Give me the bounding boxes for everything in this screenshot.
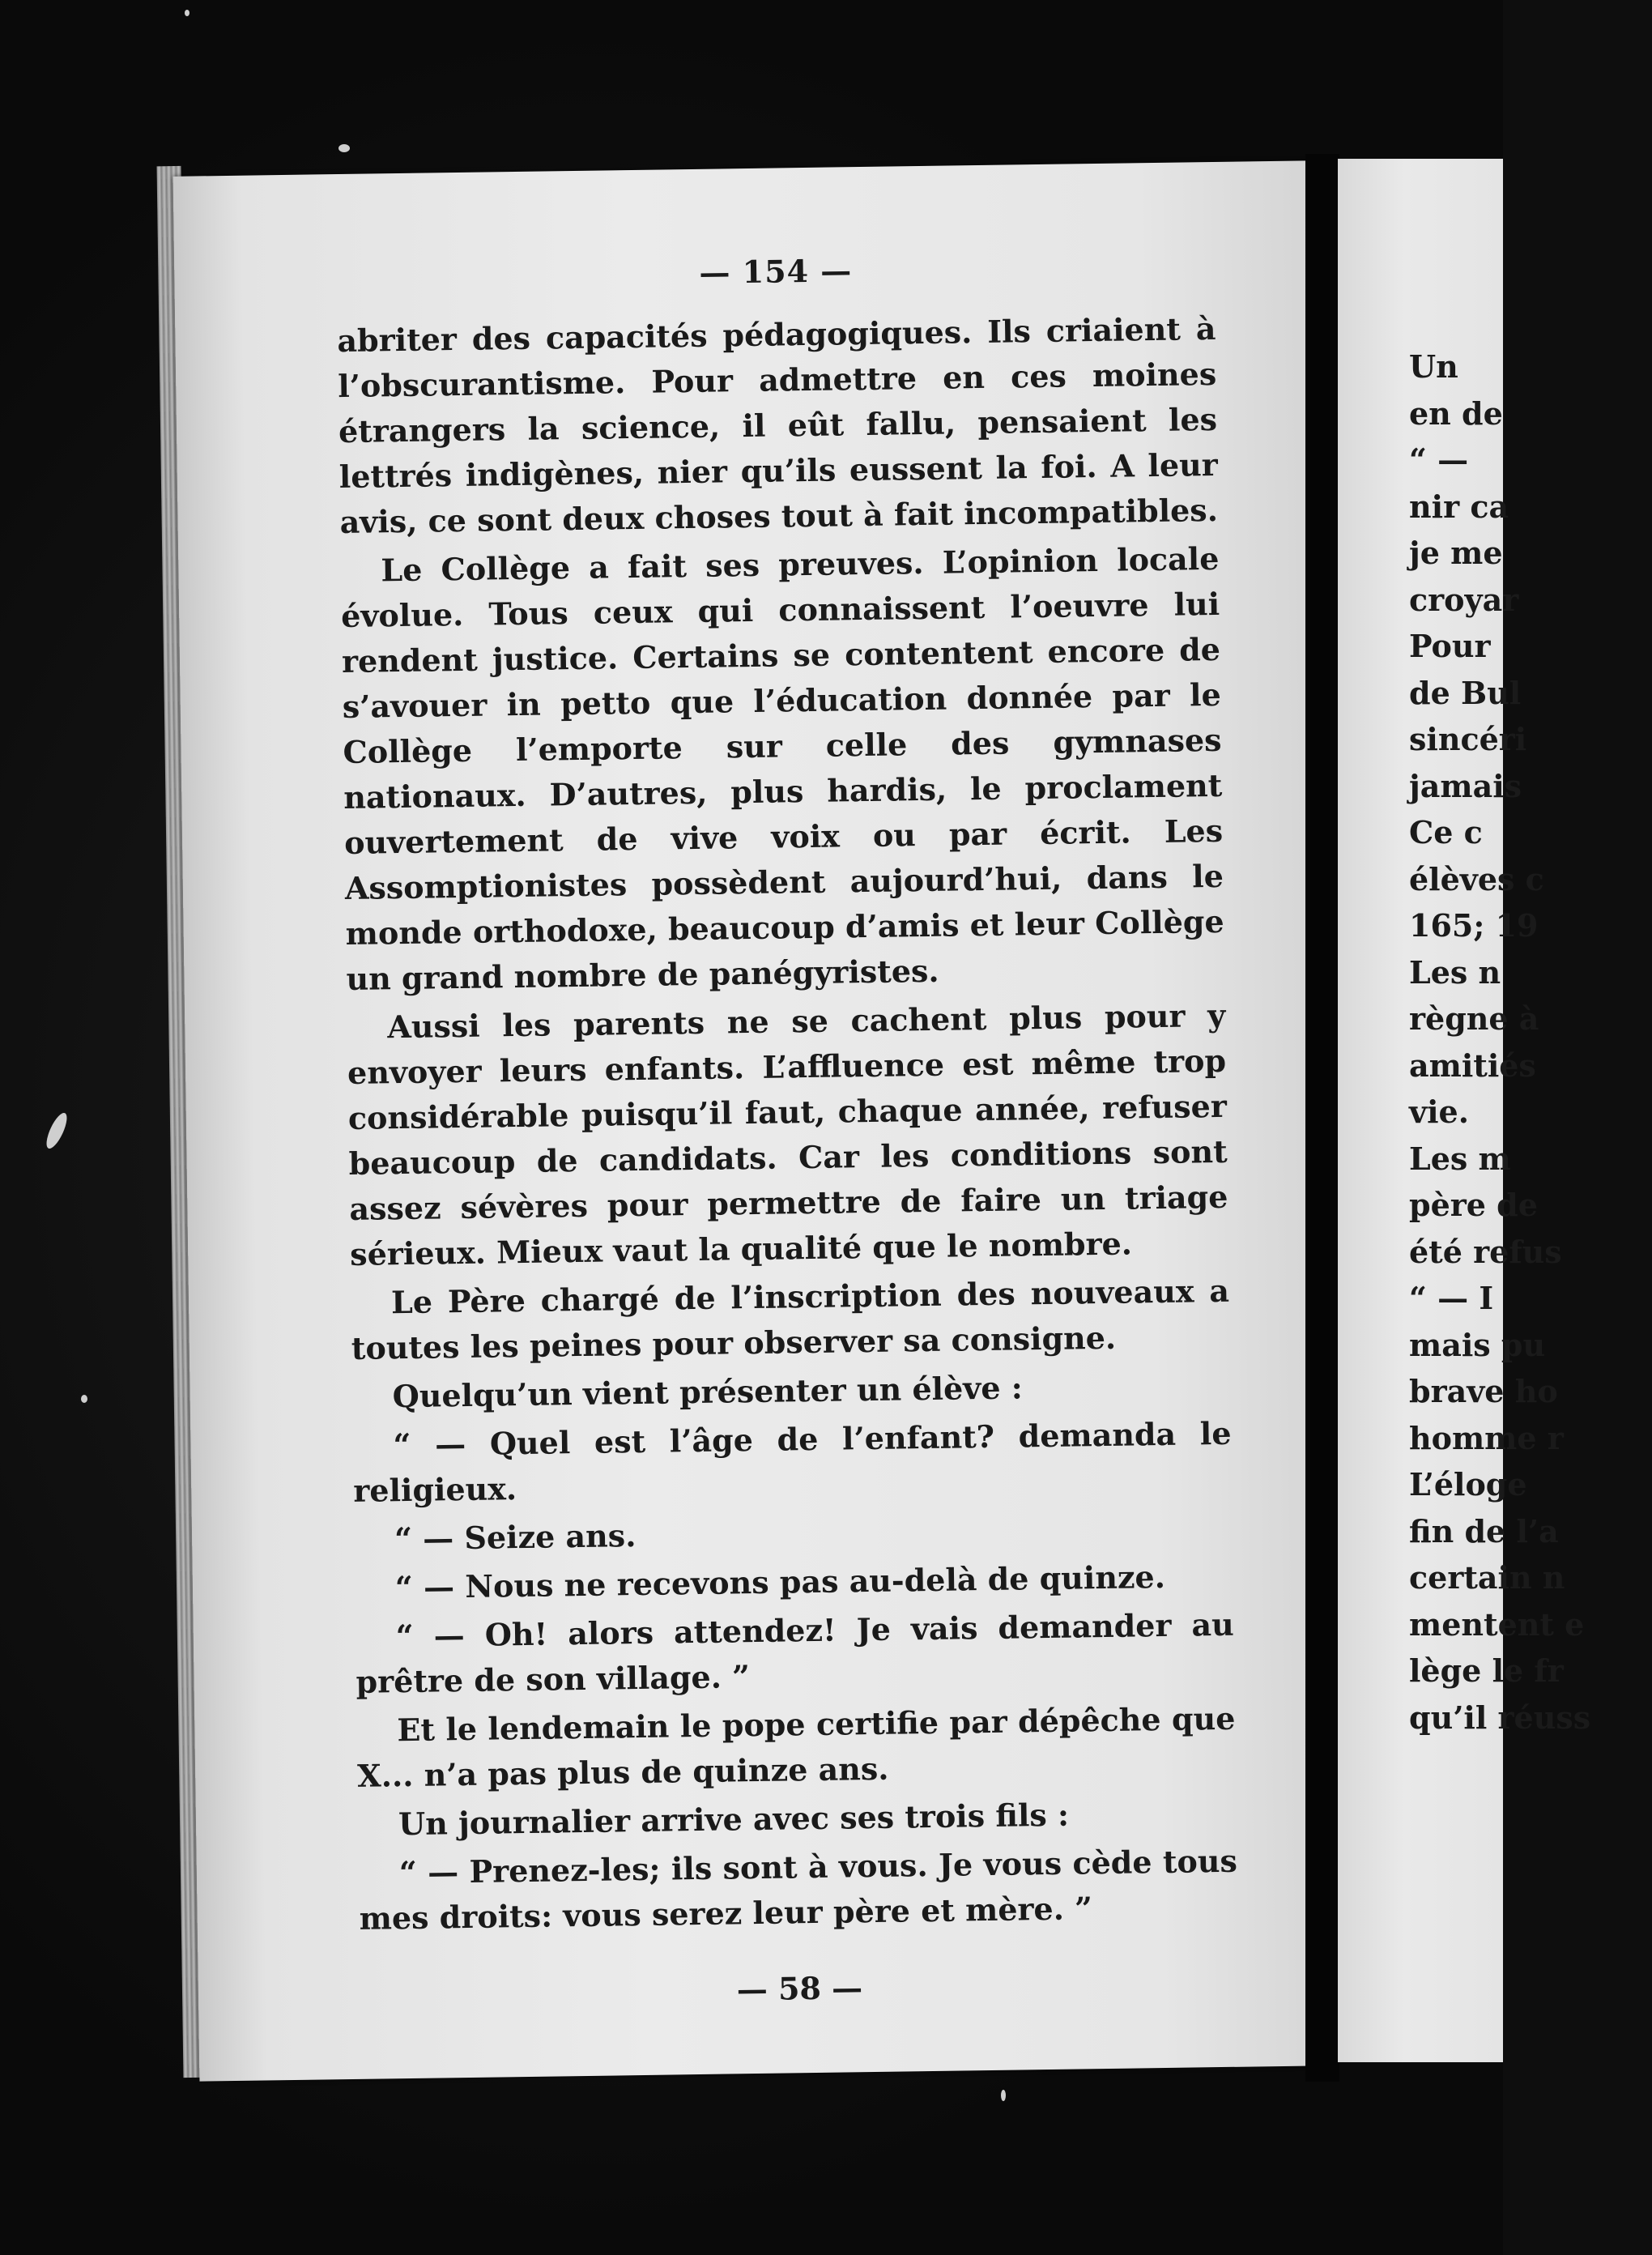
line-fragment: règne à	[1409, 1000, 1539, 1037]
paragraph: Aussi les parents ne se cachent plus pour y envoyer leurs enfants. L’affluence est même trop considérable puisqu’il faut, chaque année, refuser beaucoup de candidats. Car les conditions sont assez sévères pour permettre de faire un triage sérieux. Mieux vaut la qualité que le nombre.	[347, 996, 1228, 1272]
line-fragment: amitiés	[1409, 1047, 1536, 1084]
line-fragment: été refus	[1409, 1233, 1562, 1270]
paragraph: abriter des capacités pédagogiques. Ils criaient à l’obscurantisme. Pour admettre en ces moines étrangers la science, il eût fallu, pensaient les lettrés indigènes, nier qu’ils eussent la foi. A leur avis, ce sont deux choses tout à fait incompatibles.	[337, 309, 1219, 541]
line-fragment: élèves c	[1409, 860, 1544, 897]
line-fragment: “ —	[1409, 441, 1469, 478]
dialog-line: “ — Quel est l’âge de l’enfant? demanda le religieux.	[353, 1414, 1232, 1509]
dust-speck	[1001, 2090, 1006, 2101]
dust-speck	[81, 1395, 87, 1403]
paragraph: Quelqu’un vient présenter un élève :	[392, 1369, 1024, 1415]
line-fragment: certain n	[1409, 1559, 1565, 1596]
line-fragment: Les n	[1409, 953, 1501, 991]
line-fragment: croyar	[1409, 581, 1519, 618]
paragraph: Et le lendemain le pope certifie par dépêche que X... n’a pas plus de quinze ans.	[356, 1699, 1236, 1794]
footer-page-number: — 58 —	[736, 1969, 863, 2008]
line-fragment: Un	[1409, 348, 1458, 385]
line-fragment: lège le fr	[1409, 1652, 1564, 1689]
line-fragment: Ce c	[1409, 814, 1483, 850]
line-fragment: mentent e	[1409, 1605, 1585, 1643]
paragraph: Un journalier arrive avec ses trois fils :	[398, 1796, 1070, 1843]
line-fragment: L’éloge	[1409, 1466, 1527, 1503]
book-gutter	[1305, 154, 1339, 2082]
line-fragment: nir ca	[1409, 488, 1509, 525]
left-page-text	[336, 243, 1239, 2018]
dialog-line: “ — Oh! alors attendez! Je vais demander au prêtre de son village. ”	[356, 1605, 1235, 1700]
dialog-line: “ — Seize ans.	[394, 1517, 637, 1558]
dust-speck	[338, 144, 350, 152]
paragraph: Le Père chargé de l’inscription des nouveaux a toutes les peines pour observer sa consigne.	[351, 1272, 1230, 1366]
line-fragment: 165; 19	[1409, 907, 1539, 944]
dialog-line: “ — Nous ne recevons pas au-delà de quinze.	[394, 1558, 1166, 1606]
line-fragment: père de	[1409, 1187, 1538, 1223]
right-page-text	[1409, 343, 1652, 1741]
line-fragment: Pour	[1409, 628, 1491, 664]
left-page	[173, 160, 1334, 2081]
line-fragment: vie.	[1409, 1093, 1469, 1130]
line-fragment: Les m	[1409, 1140, 1511, 1177]
page-number: — 154 —	[699, 252, 853, 291]
line-fragment: de Bul	[1409, 674, 1522, 711]
line-fragment: jamais	[1409, 767, 1522, 804]
line-fragment: fin de l’a	[1409, 1512, 1559, 1550]
line-fragment: sincéri	[1409, 721, 1527, 757]
line-fragment: en de	[1409, 394, 1503, 432]
dialog-line: “ — Prenez-les; ils sont à vous. Je vous cède tous mes droits: vous serez leur père et mère. ”	[359, 1842, 1238, 1937]
right-page-partial	[1338, 159, 1591, 2062]
line-fragment: brave ho	[1409, 1373, 1558, 1409]
dust-speck	[185, 10, 189, 16]
line-fragment: “ — I	[1409, 1280, 1494, 1316]
line-fragment: je me	[1409, 535, 1503, 571]
line-fragment: qu’il réuss	[1409, 1699, 1591, 1736]
paragraph: Le Collège a fait ses preuves. L’opinion locale évolue. Tous ceux qui connaissent l’oeuvre lui rendent justice. Certains se contentent encore de s’avouer in petto que l’éducation donnée par le Collège l’emporte sur celle des gymnases nationaux. D’autres, plus hardis, le proclament ouvertement de vive voix ou par écrit. Les Assomptionistes possèdent aujourd’hui, dans le monde orthodoxe, beaucoup d’amis et leur Collège un grand nombre de panégyristes.	[340, 539, 1224, 997]
line-fragment: homme r	[1409, 1419, 1564, 1456]
line-fragment: mais pu	[1409, 1326, 1546, 1363]
